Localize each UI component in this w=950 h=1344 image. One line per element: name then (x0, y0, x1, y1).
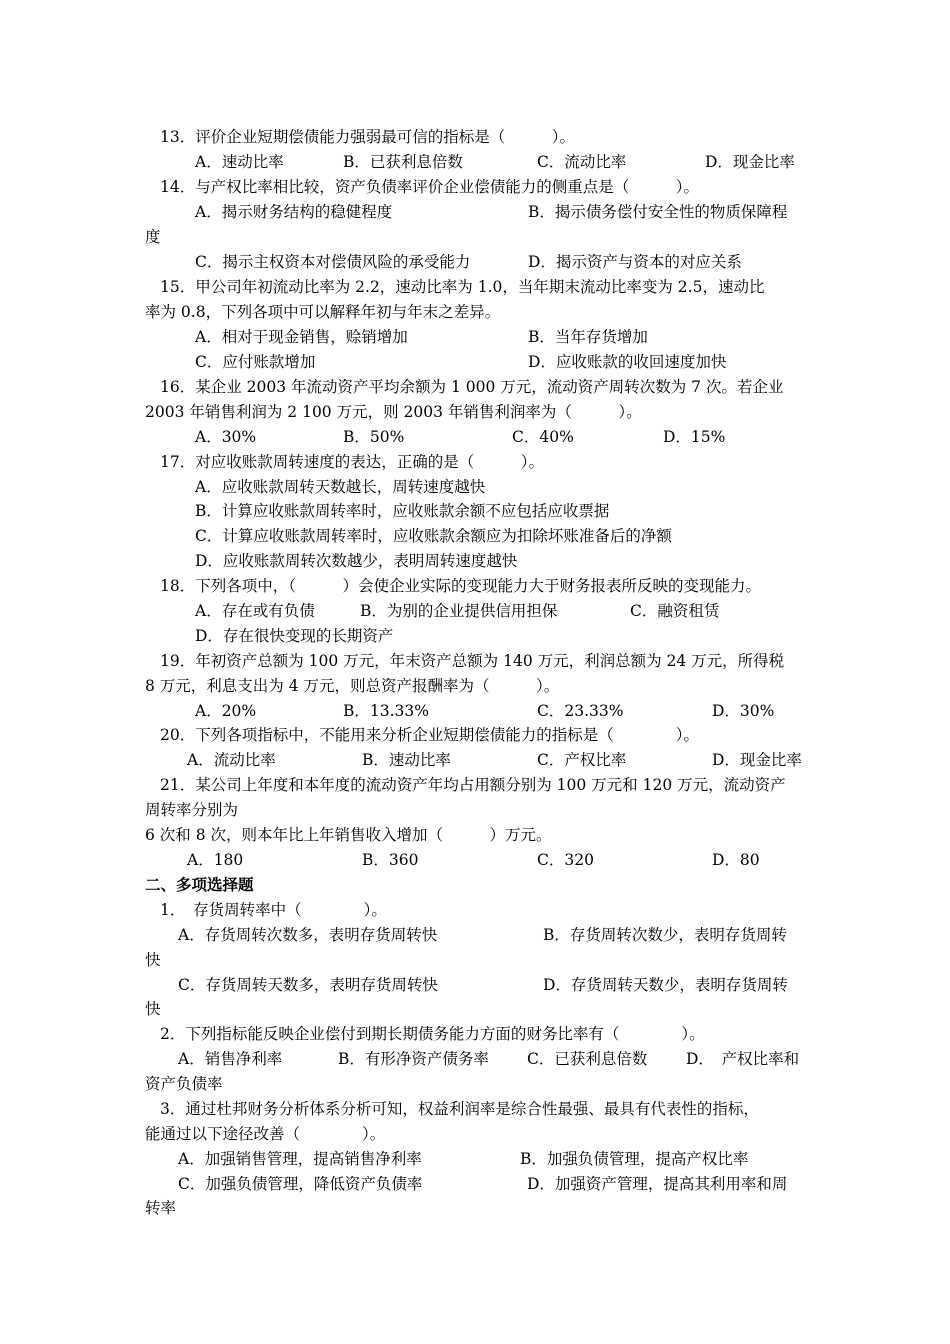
question-13-stem: 13．评价企业短期偿债能力强弱最可信的指标是（ ）。 (160, 128, 575, 146)
q14-option-b-wrap: 度 (145, 228, 161, 246)
q20-option-d: D．现金比率 (712, 751, 802, 769)
mc2-option-d-wrap: 资产负债率 (145, 1075, 223, 1093)
q19-option-a: A．20% (195, 702, 257, 720)
q16-option-a: A．30% (195, 428, 257, 446)
q13-option-c: C．流动比率 (537, 153, 627, 171)
question-19-stem: 19．年初资产总额为 100 万元，年末资产总额为 140 万元，利润总额为 24 万元，所得税 (160, 652, 785, 670)
q13-option-b: B．已获利息倍数 (343, 153, 463, 171)
q13-option-d: D．现金比率 (705, 153, 795, 171)
q17-option-d: D．应收账款周转次数越少，表明周转速度越快 (195, 552, 518, 570)
question-16-stem: 16．某企业 2003 年流动资产平均余额为 1 000 万元，流动资产周转次数为 7 次。若企业 (160, 378, 784, 396)
mc3-option-d: D．加强资产管理，提高其利用率和周 (527, 1175, 788, 1193)
question-19-stem-cont: 8 万元，利息支出为 4 万元，则总资产报酬率为（ ）。 (145, 677, 560, 695)
mc1-option-c: C．存货周转天数多，表明存货周转快 (178, 976, 438, 994)
q16-option-c: C．40% (512, 428, 574, 446)
q15-option-a: A．相对于现金销售，赊销增加 (195, 328, 408, 346)
mc3-option-b: B．加强负债管理，提高产权比率 (520, 1150, 749, 1168)
mc2-option-b: B．有形净资产债务率 (338, 1050, 489, 1068)
q18-option-b: B．为别的企业提供信用担保 (360, 602, 558, 620)
q21-option-d: D．80 (712, 851, 760, 869)
question-20-stem: 20．下列各项指标中，不能用来分析企业短期偿债能力的指标是（ ）。 (160, 726, 699, 744)
section-heading-multiple-choice: 二、多项选择题 (145, 875, 254, 894)
q21-option-a: A．180 (187, 851, 244, 869)
q21-option-b: B．360 (362, 851, 419, 869)
question-16-stem-cont: 2003 年销售利润为 2 100 万元，则 2003 年销售利润率为（ ）。 (145, 403, 642, 421)
mc2-option-d: D． 产权比率和 (686, 1050, 800, 1068)
mc1-option-b-wrap: 快 (145, 951, 161, 969)
q15-option-c: C．应付账款增加 (195, 353, 316, 371)
q19-option-c: C．23.33% (537, 702, 624, 720)
q18-option-c: C．融资租赁 (630, 602, 720, 620)
q14-option-d: D．揭示资产与资本的对应关系 (528, 253, 742, 271)
mc2-option-c: C．已获利息倍数 (527, 1050, 648, 1068)
question-15-stem-cont: 率为 0.8，下列各项中可以解释年初与年末之差异。 (145, 303, 501, 321)
mc3-option-c: C．加强负债管理，降低资产负债率 (178, 1175, 423, 1193)
q14-option-a: A．揭示财务结构的稳健程度 (195, 203, 393, 221)
q14-option-c: C．揭示主权资本对偿债风险的承受能力 (195, 253, 471, 271)
q21-option-c: C．320 (537, 851, 594, 869)
question-15-stem: 15．甲公司年初流动比率为 2.2，速动比率为 1.0，当年期末流动比率变为 2.5，速动比 (160, 278, 765, 296)
mc-question-2-stem: 2．下列指标能反映企业偿付到期长期债务能力方面的财务比率有（ ）。 (160, 1025, 705, 1043)
mc2-option-a: A．销售净利率 (178, 1050, 283, 1068)
question-21-stem: 21．某公司上年度和本年度的流动资产年均占用额分别为 100 万元和 120 万元，流动资产 (160, 776, 786, 794)
q13-option-a: A．速动比率 (195, 153, 284, 171)
q17-option-a: A．应收账款周转天数越长，周转速度越快 (195, 478, 486, 496)
mc-question-3-stem: 3．通过杜邦财务分析体系分析可知，权益利润率是综合性最强、最具有代表性的指标， (160, 1100, 759, 1118)
q20-option-a: A．流动比率 (187, 751, 276, 769)
mc3-option-a: A．加强销售管理，提高销售净利率 (178, 1150, 422, 1168)
q20-option-b: B．速动比率 (362, 751, 451, 769)
q19-option-b: B．13.33% (343, 702, 429, 720)
question-21-stem-cont2: 6 次和 8 次，则本年比上年销售收入增加（ ）万元。 (145, 826, 552, 844)
mc1-option-d: D．存货周转天数少，表明存货周转 (543, 976, 788, 994)
q15-option-d: D．应收账款的收回速度加快 (528, 353, 727, 371)
mc1-option-b: B．存货周转次数少，表明存货周转 (543, 926, 787, 944)
question-18-stem: 18．下列各项中，（ ）会使企业实际的变现能力大于财务报表所反映的变现能力。 (160, 577, 761, 595)
q19-option-d: D．30% (712, 702, 775, 720)
question-14-stem: 14．与产权比率相比较，资产负债率评价企业偿债能力的侧重点是（ ）。 (160, 178, 699, 196)
q20-option-c: C．产权比率 (537, 751, 627, 769)
q16-option-b: B．50% (343, 428, 405, 446)
mc-question-1-stem: 1． 存货周转率中（ ）。 (160, 901, 387, 919)
mc1-option-a: A．存货周转次数多，表明存货周转快 (178, 926, 438, 944)
q18-option-d: D．存在很快变现的长期资产 (195, 627, 394, 645)
q15-option-b: B．当年存货增加 (528, 328, 648, 346)
q18-option-a: A．存在或有负债 (195, 602, 315, 620)
mc1-option-d-wrap: 快 (145, 1000, 161, 1018)
mc-question-3-stem-cont: 能通过以下途径改善（ ）。 (145, 1125, 386, 1143)
question-21-stem-cont1: 周转率分别为 (145, 801, 239, 819)
question-17-stem: 17．对应收账款周转速度的表达，正确的是（ ）。 (160, 453, 544, 471)
q17-option-c: C．计算应收账款周转率时，应收账款余额应为扣除坏账准备后的净额 (195, 527, 672, 545)
mc3-option-d-wrap: 转率 (145, 1199, 177, 1217)
q16-option-d: D．15% (663, 428, 726, 446)
q14-option-b: B．揭示债务偿付安全性的物质保障程 (528, 203, 788, 221)
q17-option-b: B．计算应收账款周转率时，应收账款余额不应包括应收票据 (195, 502, 610, 520)
